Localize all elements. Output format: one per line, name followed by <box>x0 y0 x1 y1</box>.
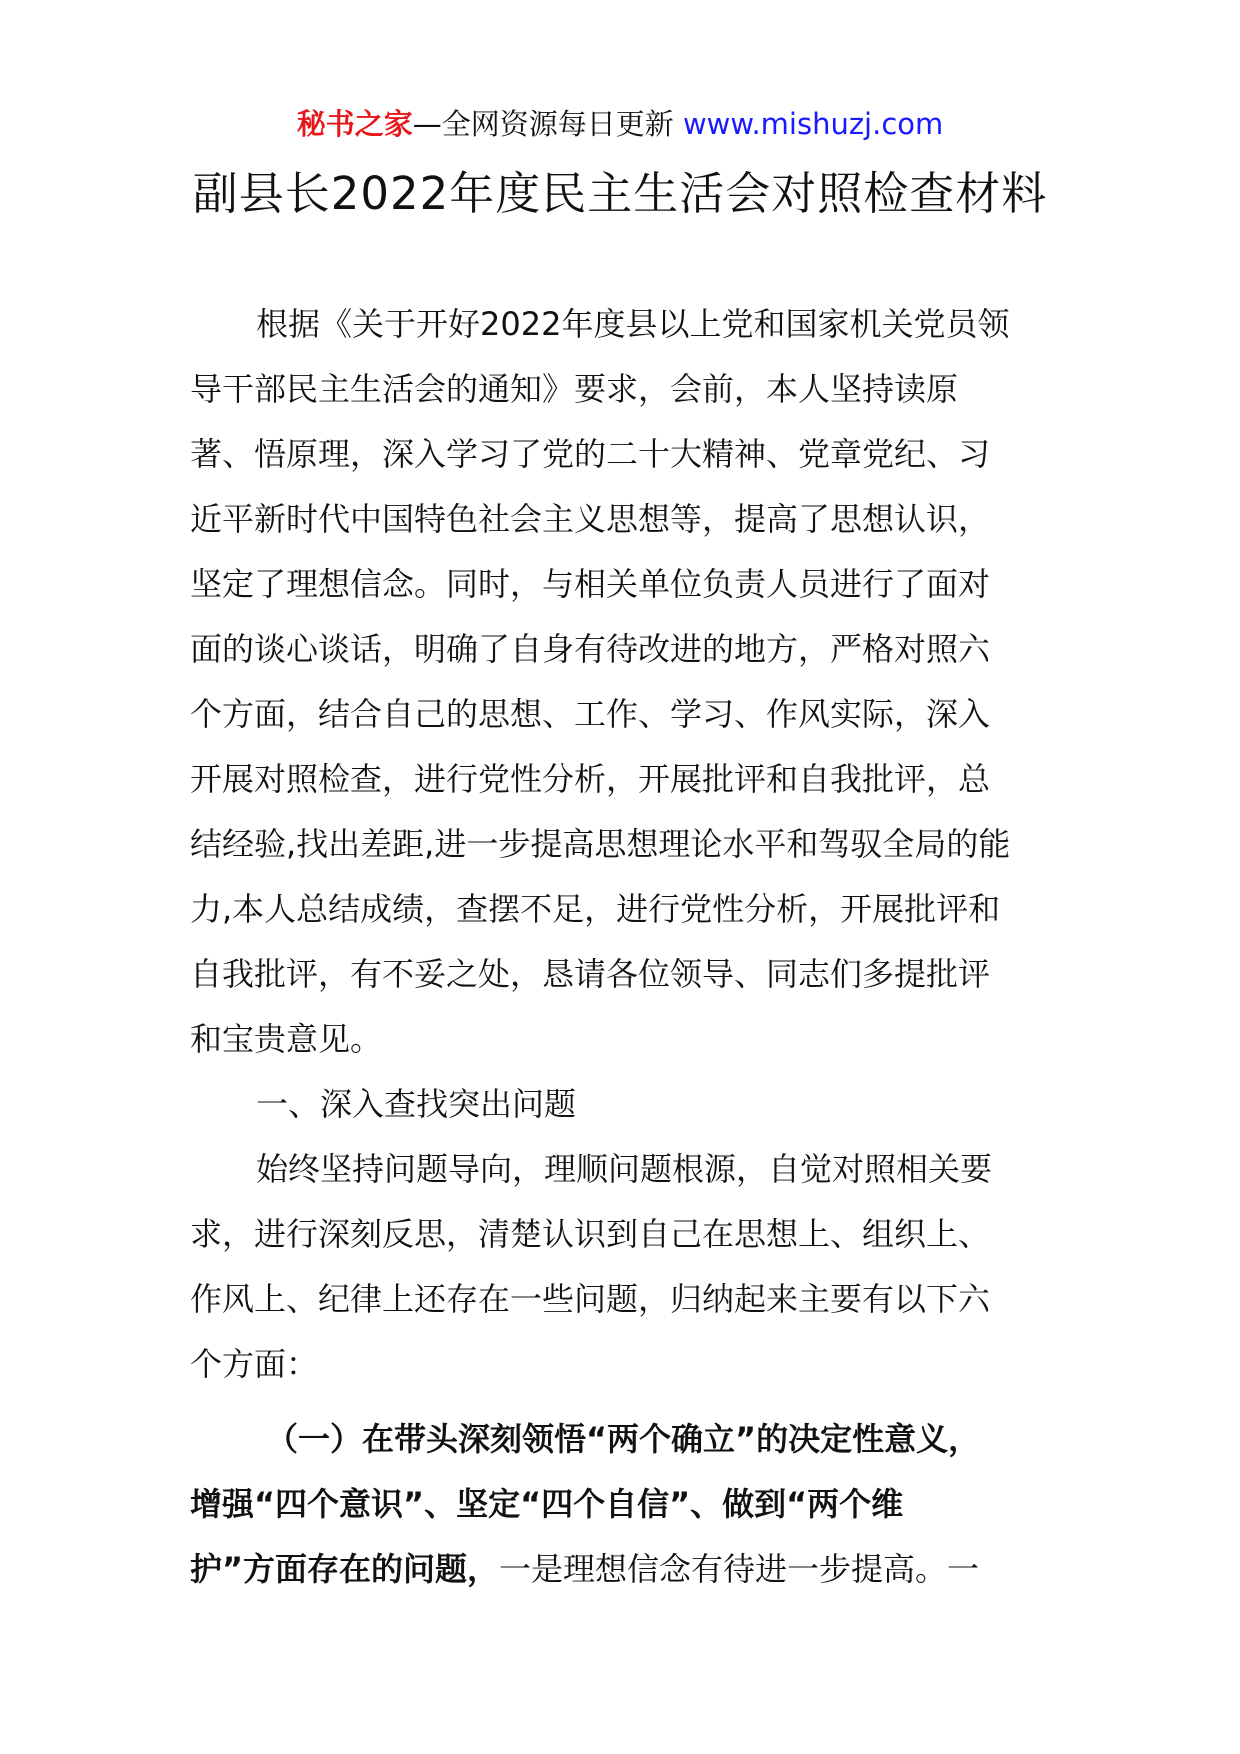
section-heading: 一、深入查找突出问题 <box>256 1085 577 1123</box>
paragraph-line: 开展对照检查，进行党性分析，开展批评和自我批评，总 <box>190 760 991 798</box>
header-tagline: —全网资源每日更新 <box>412 107 674 141</box>
paragraph-line: 自我批评，有不妥之处，恳请各位领导、同志们多提批评 <box>190 955 991 993</box>
paragraph-line: 面的谈心谈话，明确了自身有待改进的地方，严格对照六 <box>190 630 991 668</box>
paragraph-line <box>190 1537 1060 1602</box>
paragraph-line: 坚定了理想信念。同时，与相关单位负责人员进行了面对 <box>190 565 991 603</box>
brand-name: 秘书之家 <box>296 107 413 141</box>
paragraph-line: 结经验,找出差距,进一步提高思想理论水平和驾驭全局的能 <box>190 825 1011 863</box>
paragraph-line: 导干部民主生活会的通知》要求，会前，本人坚持读原 <box>190 370 959 408</box>
site-header <box>0 104 1240 144</box>
paragraph-line: 个方面： <box>190 1345 319 1383</box>
subsection-heading-end: 护”方面存在的问题， <box>190 1550 500 1588</box>
subsection-text: 一是理想信念有待进一步提高。一 <box>499 1550 980 1588</box>
paragraph-line: 和宝贵意见。 <box>190 1020 383 1058</box>
site-link[interactable]: www.mishuzj.com <box>682 107 944 141</box>
document-title: 副县长2022年度民主生活会对照检查材料 <box>192 167 1048 220</box>
subsection-heading: 增强“四个意识”、坚定“四个自信”、做到“两个维 <box>190 1485 904 1523</box>
paragraph-line: 近平新时代中国特色社会主义思想等，提高了思想认识， <box>190 500 991 538</box>
paragraph-line: 个方面，结合自己的思想、工作、学习、作风实际，深入 <box>190 695 991 733</box>
paragraph-line: 力,本人总结成绩，查摆不足，进行党性分析，开展批评和 <box>190 890 1001 928</box>
paragraph-line: 求，进行深刻反思，清楚认识到自己在思想上、组织上、 <box>190 1215 991 1253</box>
paragraph-line: 著、悟原理，深入学习了党的二十大精神、党章党纪、习 <box>190 435 991 473</box>
subsection-heading: （一）在带头深刻领悟“两个确立”的决定性意义， <box>266 1420 981 1458</box>
paragraph-line: 作风上、纪律上还存在一些问题，归纳起来主要有以下六 <box>190 1280 991 1318</box>
document-body <box>190 292 1060 1602</box>
paragraph-line: 根据《关于开好2022年度县以上党和国家机关党员领 <box>256 305 1010 343</box>
paragraph-line: 始终坚持问题导向，理顺问题根源，自觉对照相关要 <box>256 1150 993 1188</box>
